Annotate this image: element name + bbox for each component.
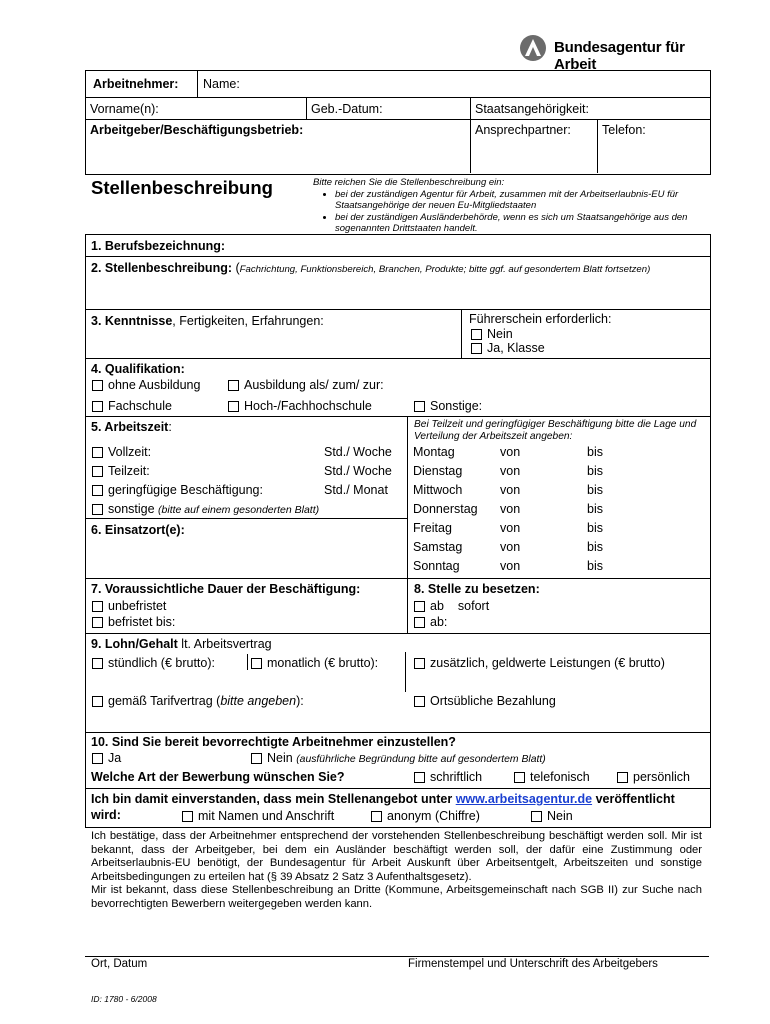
checkbox[interactable] — [414, 617, 425, 628]
von-label: von — [500, 483, 521, 497]
arbeitszeit-label: 5. Arbeitszeit — [91, 420, 169, 434]
wird-label: wird: — [91, 808, 121, 822]
title-note-intro: Bitte reichen Sie die Stellenbeschreibung ein: — [313, 177, 505, 188]
stelle-ab-sofort[interactable] — [414, 599, 489, 613]
checkbox[interactable] — [92, 504, 103, 515]
bewerbung-persoenlich-label: persönlich — [633, 770, 690, 784]
qual-ohne-label: ohne Ausbildung — [108, 378, 201, 392]
day-label: Donnerstag — [413, 502, 478, 516]
von-label: von — [500, 502, 521, 516]
bevorrechtigte-nein-label: Nein — [267, 751, 293, 765]
row-label: Vollzeit: — [108, 445, 152, 459]
ba-logo-icon — [519, 34, 547, 62]
checkbox[interactable] — [92, 401, 103, 412]
arbeitszeit-row-vollzeit[interactable] — [92, 445, 151, 459]
checkbox[interactable] — [531, 811, 542, 822]
title-note-bullet-2: • bei der zuständigen Ausländerbehörde, wenn es sich um Staatsangehörige aus den sogenannten Drittstaaten handelt. — [335, 212, 708, 235]
lohn-tarif-end: ): — [296, 694, 304, 708]
geb-datum-field[interactable]: Geb.-Datum: — [311, 102, 383, 116]
checkbox[interactable] — [414, 658, 425, 669]
checkbox[interactable] — [228, 401, 239, 412]
berufsbezeichnung-label: 1. Berufsbezeichnung: — [91, 239, 226, 253]
qual-sonstige-label: Sonstige: — [430, 399, 483, 413]
day-label: Freitag — [413, 521, 452, 535]
bevorrechtigte-ja-label: Ja — [108, 751, 122, 765]
checkbox[interactable] — [414, 601, 425, 612]
fuehrerschein-nein[interactable] — [471, 327, 513, 341]
lohn-tarif-label: gemäß Tarifvertrag ( — [108, 694, 221, 708]
lohn-stuendlich-label: stündlich (€ brutto): — [108, 656, 215, 670]
bevorrechtigte-nein-hint: (ausführliche Begründung bitte auf gesondertem Blatt) — [296, 754, 546, 765]
telefon-field[interactable]: Telefon: — [602, 123, 646, 137]
von-label: von — [500, 559, 521, 573]
checkbox[interactable] — [228, 380, 239, 391]
qual-ausbildung[interactable] — [228, 378, 384, 392]
arbeitszeit-heading — [91, 420, 172, 434]
arbeitnehmer-label: Arbeitnehmer: — [93, 77, 179, 91]
ansprechpartner-field[interactable]: Ansprechpartner: — [475, 123, 571, 137]
bis-label: bis — [587, 540, 603, 554]
fuehrerschein-nein-label: Nein — [487, 327, 513, 341]
stellenbeschreibung-row[interactable] — [91, 261, 706, 275]
lohn-label: 9. Lohn/Gehalt — [91, 637, 178, 651]
fuehrerschein-ja[interactable] — [471, 341, 545, 355]
stellenbeschreibung-label: 2. Stellenbeschreibung: — [91, 261, 233, 275]
row-label: Teilzeit: — [108, 464, 150, 478]
bewerbung-telefonisch-label: telefonisch — [530, 770, 590, 784]
day-label: Mittwoch — [413, 483, 463, 497]
bis-label: bis — [587, 483, 603, 497]
declaration — [91, 830, 702, 912]
dauer-befristet[interactable] — [92, 615, 175, 629]
von-label: von — [500, 445, 521, 459]
arbeitszeit-unit: Std./ Woche — [324, 445, 392, 459]
qual-ausbildung-label: Ausbildung als/ zum/ zur: — [244, 378, 384, 392]
lohn-stuendlich[interactable] — [92, 656, 215, 670]
kenntnisse-rest: , Fertigkeiten, Erfahrungen: — [172, 314, 324, 328]
von-label: von — [500, 521, 521, 535]
checkbox[interactable] — [414, 696, 425, 707]
bevorrechtigte-ja[interactable] — [92, 751, 121, 765]
checkbox[interactable] — [92, 380, 103, 391]
ba-logo — [519, 34, 719, 73]
day-label: Sonntag — [413, 559, 460, 573]
checkbox[interactable] — [251, 658, 262, 669]
von-label: von — [500, 540, 521, 554]
bewerbung-telefonisch[interactable] — [514, 770, 590, 784]
bis-label: bis — [587, 559, 603, 573]
lohn-ortsueblich-label: Ortsübliche Bezahlung — [430, 694, 556, 708]
days-table — [413, 445, 708, 578]
bewerbung-label: Welche Art der Bewerbung wünschen Sie? — [91, 770, 345, 784]
bewerbung-persoenlich[interactable] — [617, 770, 690, 784]
stelle-sofort-label: sofort — [457, 599, 490, 613]
veroeff-mit-namen[interactable] — [182, 809, 334, 823]
stelle-ab2-label: ab: — [430, 615, 448, 629]
veroeff-nein[interactable] — [531, 809, 573, 823]
checkbox[interactable] — [92, 601, 103, 612]
vorname-field[interactable]: Vorname(n): — [90, 102, 159, 116]
lohn-tarif-hint: bitte angeben — [220, 694, 297, 708]
day-row — [413, 502, 708, 521]
day-label: Dienstag — [413, 464, 463, 478]
checkbox[interactable] — [92, 696, 103, 707]
bis-label: bis — [587, 502, 603, 516]
dauer-unbefristet-label: unbefristet — [108, 599, 167, 613]
checkbox[interactable] — [251, 753, 262, 764]
lohn-ortsueblich[interactable] — [414, 694, 556, 708]
qual-hochschule-label: Hoch-/Fachhochschule — [244, 399, 372, 413]
declaration-p1: Ich bestätige, dass der Arbeitnehmer entsprechend der vorstehenden Stellenbeschreibung beschäftigt werden soll. Mir ist bekannt, dass der Arbeitgeber, bei dem ein Ausländer beschäftigt werden soll, der dafür eine Zustimmung oder Arbeitserlaubnis-EU benötigt, der Bundesagentur für Arbeit Auskunft über Arbeitsentgelt, Arbeitszeiten und sonstige Arbeitsbedingungen zu erteilen hat (§ 39 Absatz 2 Satz 3 Aufenthaltsgesetz). — [91, 830, 702, 883]
veroeffentlicht-label: veröffentlicht — [595, 792, 675, 806]
title-note-bullet-1: • bei der zuständigen Agentur für Arbeit, zusammen mit der Arbeitserlaubnis-EU für Staatsangehörige der neuen Eu-Mitgliedstaaten — [335, 189, 708, 212]
bewerbung-schriftlich[interactable] — [414, 770, 482, 784]
dauer-befristet-label: befristet bis: — [108, 615, 176, 629]
logo-text: Bundesagentur für Arbeit — [554, 39, 685, 73]
arbeitsagentur-link[interactable]: www.arbeitsagentur.de — [455, 792, 593, 806]
lohn-monatlich-label: monatlich (€ brutto): — [267, 656, 379, 670]
day-row — [413, 445, 708, 464]
checkbox[interactable] — [371, 811, 382, 822]
dauer-unbefristet[interactable] — [92, 599, 166, 613]
bevorrechtigte-nein[interactable] — [251, 751, 546, 765]
dauer-label: 7. Voraussichtliche Dauer der Beschäftigung: — [91, 582, 361, 596]
bis-label: bis — [587, 464, 603, 478]
von-label: von — [500, 464, 521, 478]
arbeitszeit-unit: Std./ Woche — [324, 464, 392, 478]
lohn-heading — [91, 637, 272, 651]
lohn-zusaetzlich-label: zusätzlich, geldwerte Leistungen (€ brutto) — [430, 656, 665, 670]
lohn-rest: lt. Arbeitsvertrag — [177, 637, 272, 651]
qualifikation-label: 4. Qualifikation: — [91, 362, 185, 376]
einsatzort-label: 6. Einsatzort(e): — [91, 523, 185, 537]
checkbox[interactable] — [414, 401, 425, 412]
lohn-zusaetzlich[interactable] — [414, 656, 665, 670]
veroeff-anonym-label: anonym (Chiffre) — [387, 809, 480, 823]
arbeitszeit-unit: Std./ Monat — [324, 483, 388, 497]
qual-fachschule[interactable] — [92, 399, 172, 413]
bis-label: bis — [587, 521, 603, 535]
day-row — [413, 464, 708, 483]
qual-sonstige[interactable] — [414, 399, 482, 413]
day-row — [413, 483, 708, 502]
qual-hochschule[interactable] — [228, 399, 372, 413]
row-label: geringfügige Beschäftigung: — [108, 483, 263, 497]
checkbox[interactable] — [471, 329, 482, 340]
bevorrechtigte-label: 10. Sind Sie bereit bevorrechtigte Arbeitnehmer einzustellen? — [91, 735, 456, 749]
checkbox[interactable] — [92, 617, 103, 628]
title-note — [313, 177, 708, 235]
arbeitszeit-row-teilzeit[interactable] — [92, 464, 150, 478]
kenntnisse-label: 3. Kenntnisse — [91, 314, 173, 328]
arbeitszeit-row-geringfuegig[interactable] — [92, 483, 263, 497]
stellenbeschreibung-open: ( — [232, 261, 240, 275]
fuehrerschein-label: Führerschein erforderlich: — [469, 312, 612, 326]
day-row — [413, 559, 708, 578]
arbeitgeber-field[interactable]: Arbeitgeber/Beschäftigungsbetrieb: — [90, 123, 304, 137]
checkbox[interactable] — [92, 466, 103, 477]
veroeff-nein-label: Nein — [547, 809, 573, 823]
ort-datum-label: Ort, Datum — [91, 958, 148, 970]
declaration-p2: Mir ist bekannt, dass diese Stellenbeschreibung an Dritte (Kommune, Arbeitsgemeinschaft nach SGB II) zur Suche nach bevorrechtigten Bewerbern weitergegeben werden kann. — [91, 884, 702, 910]
checkbox[interactable] — [414, 772, 425, 783]
einverstanden-label: Ich bin damit einverstanden, dass mein Stellenangebot unter — [91, 792, 453, 806]
fuehrerschein-ja-label: Ja, Klasse — [487, 341, 545, 355]
stelle-ab-label: ab — [430, 599, 444, 613]
checkbox[interactable] — [92, 753, 103, 764]
name-field[interactable]: Name: — [203, 77, 240, 91]
checkbox[interactable] — [92, 485, 103, 496]
stelle-ab-datum[interactable] — [414, 615, 447, 629]
checkbox[interactable] — [92, 658, 103, 669]
staatsangehoerigkeit-field[interactable]: Staatsangehörigkeit: — [475, 102, 589, 116]
form-id: ID: 1780 - 6/2008 — [91, 994, 157, 1004]
day-row — [413, 540, 708, 559]
kenntnisse-row[interactable] — [91, 314, 324, 328]
stellenbeschreibung-hint: Fachrichtung, Funktionsbereich, Branchen, Produkte; bitte ggf. auf gesondertem Blatt fortsetzen) — [239, 264, 651, 275]
einverstanden-text — [91, 792, 707, 806]
checkbox[interactable] — [514, 772, 525, 783]
arbeitszeit-note: Bei Teilzeit und geringfügiger Beschäftigung bitte die Lage und Verteilung der Arbeitszeit angeben: — [414, 419, 697, 442]
day-label: Samstag — [413, 540, 463, 554]
day-label: Montag — [413, 445, 455, 459]
day-row — [413, 521, 708, 540]
checkbox[interactable] — [617, 772, 628, 783]
veroeff-mit-namen-label: mit Namen und Anschrift — [198, 809, 335, 823]
checkbox[interactable] — [182, 811, 193, 822]
arbeitszeit-colon: : — [168, 420, 172, 434]
unterschrift-label: Firmenstempel und Unterschrift des Arbeitgebers — [408, 958, 658, 970]
arbeitszeit-row-sonstige[interactable] — [92, 502, 319, 516]
checkbox[interactable] — [92, 447, 103, 458]
bewerbung-schriftlich-label: schriftlich — [430, 770, 483, 784]
row-label: sonstige — [108, 502, 155, 516]
checkbox[interactable] — [471, 343, 482, 354]
bis-label: bis — [587, 445, 603, 459]
qual-ohne[interactable] — [92, 378, 200, 392]
qual-fachschule-label: Fachschule — [108, 399, 172, 413]
sonstige-hint: (bitte auf einem gesonderten Blatt) — [158, 504, 320, 516]
stelle-label: 8. Stelle zu besetzen: — [414, 582, 540, 596]
lohn-monatlich[interactable] — [251, 656, 378, 670]
lohn-tarif[interactable] — [92, 694, 304, 708]
page-title: Stellenbeschreibung — [91, 177, 273, 198]
veroeff-anonym[interactable] — [371, 809, 480, 823]
